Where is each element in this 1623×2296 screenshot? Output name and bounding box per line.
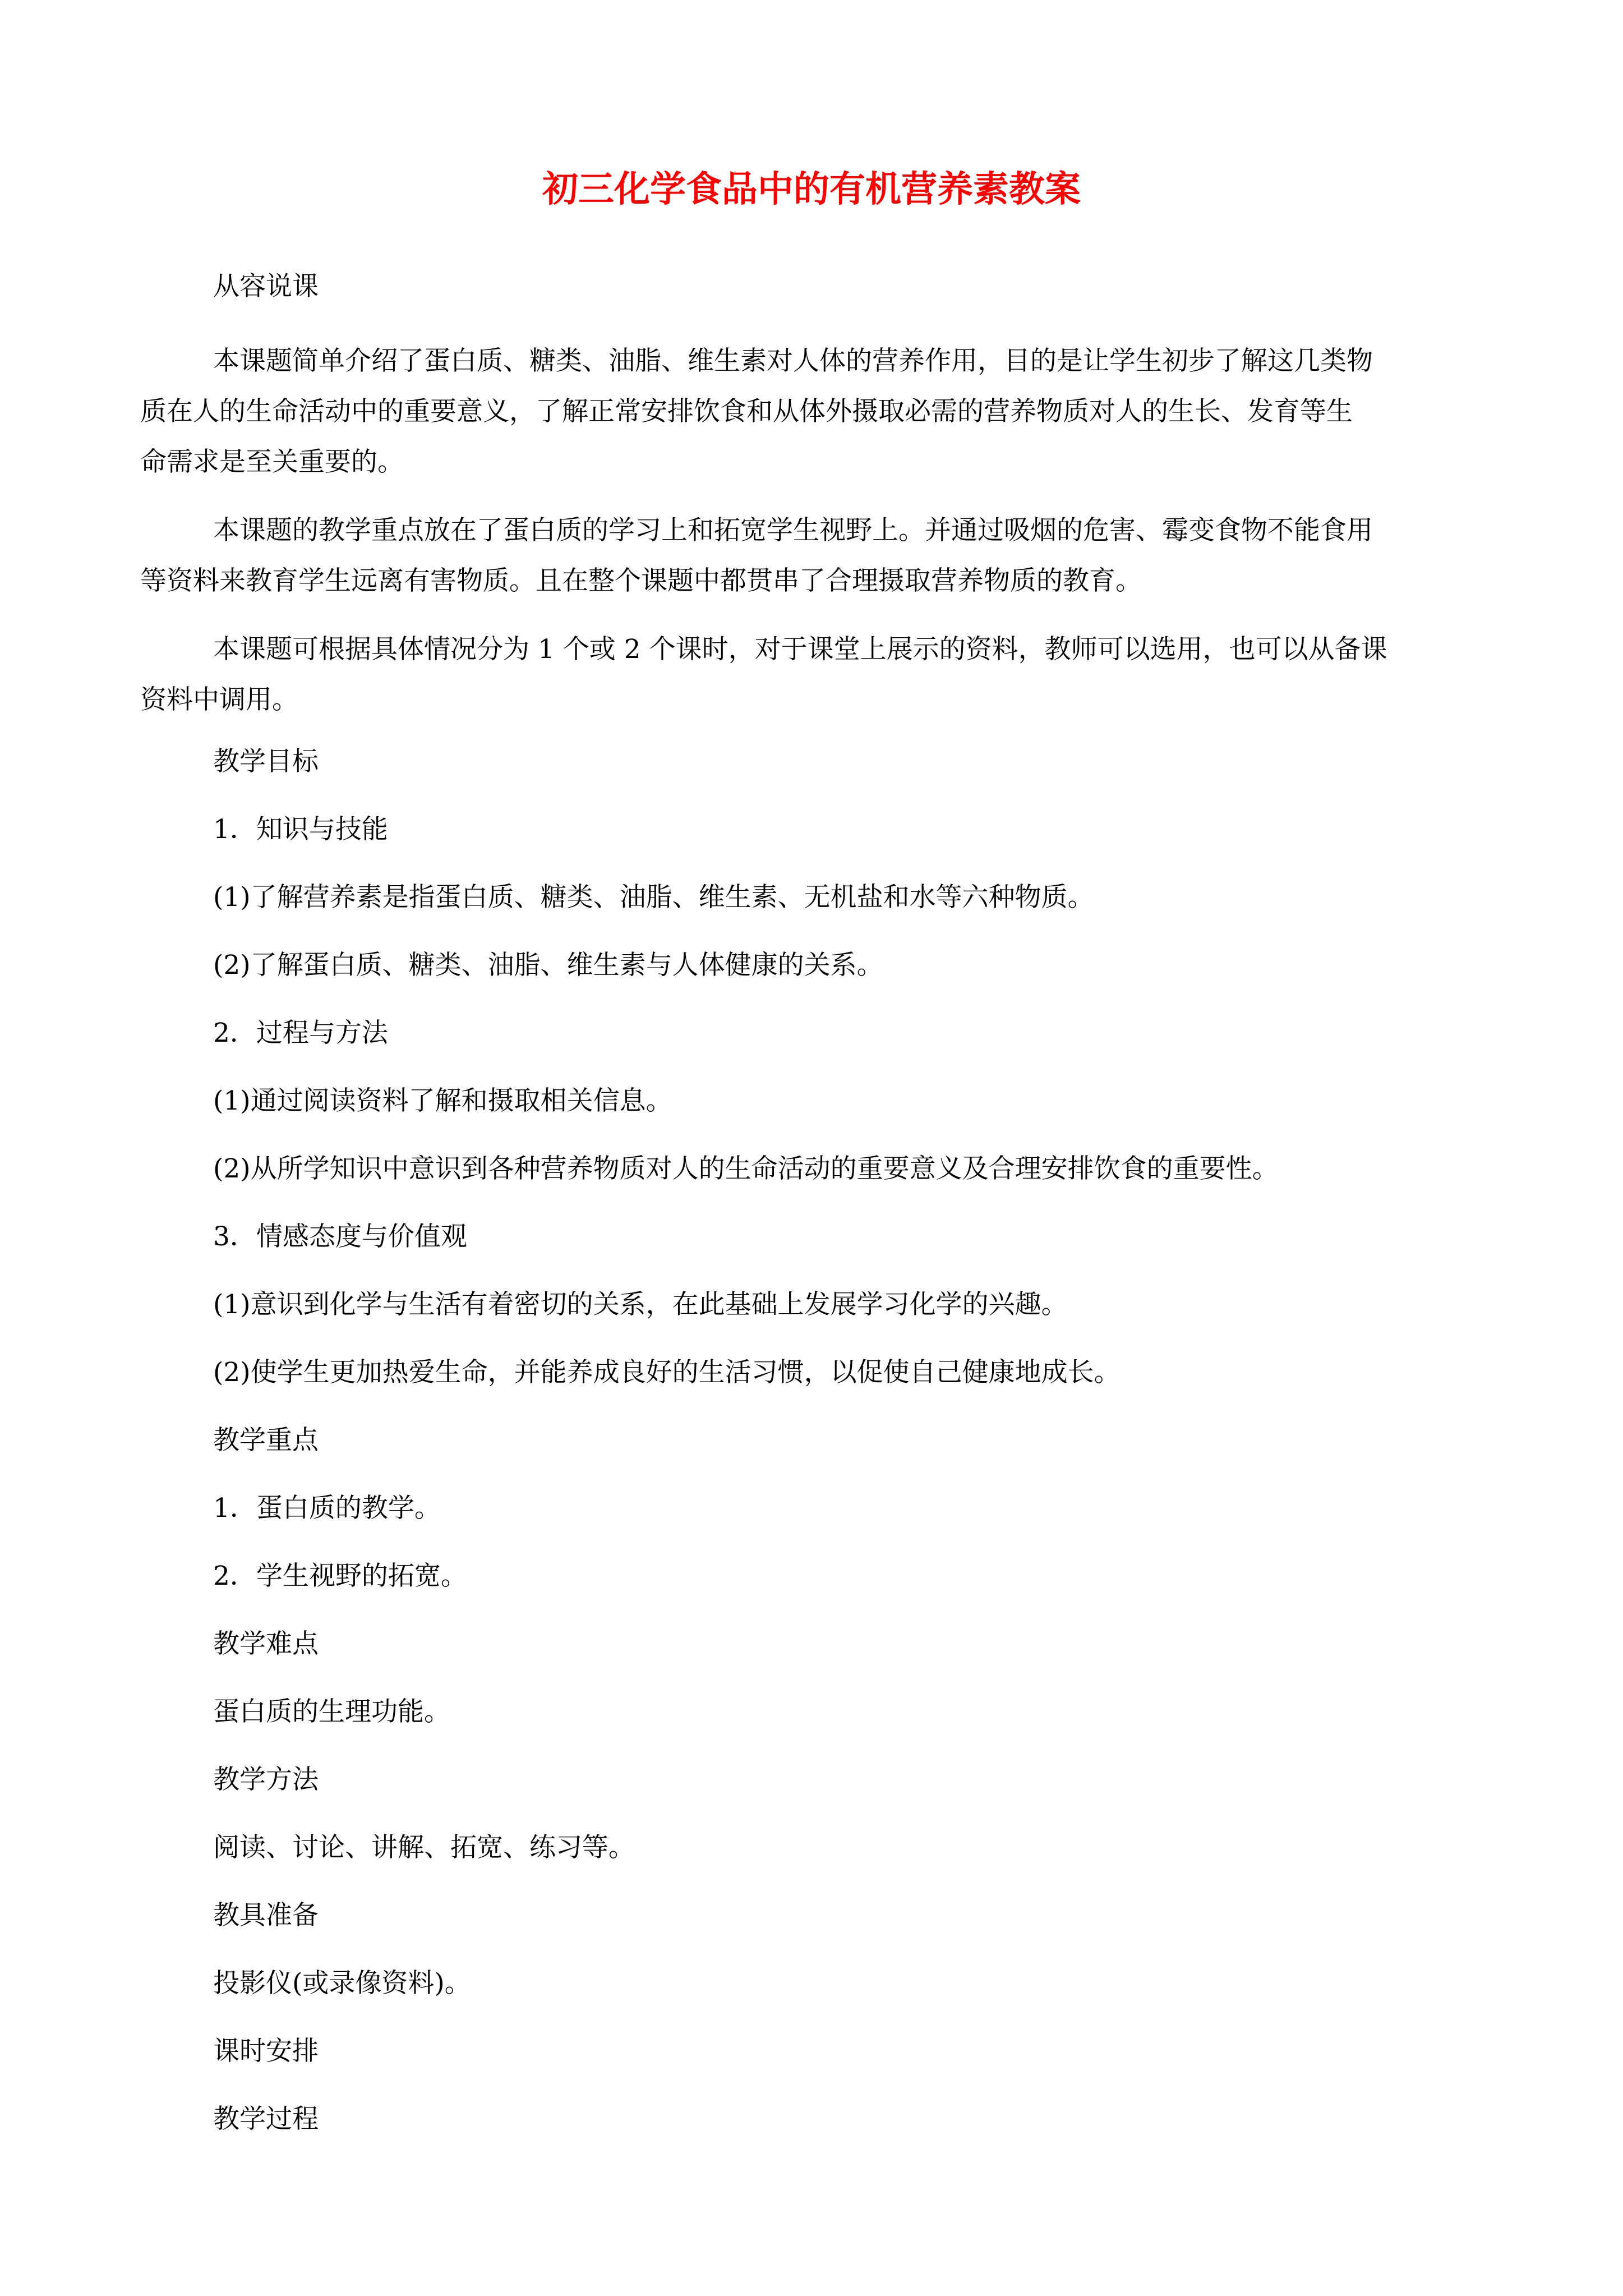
goal-subitem: (1)了解营养素是指蛋白质、糖类、油脂、维生素、无机盐和水等六种物质。 <box>213 882 1094 913</box>
document-title: 初三化学食品中的有机营养素教案 <box>542 168 1081 210</box>
key-point-item: 2．学生视野的拓宽。 <box>213 1561 467 1591</box>
paragraph-line: 本课题可根据具体情况分为 1 个或 2 个课时，对于课堂上展示的资料，教师可以选用，也可以从备课 <box>213 634 1387 665</box>
method-item: 阅读、讨论、讲解、拓宽、练习等。 <box>213 1832 635 1863</box>
paragraph-line: 等资料来教育学生远离有害物质。且在整个课题中都贯串了合理摄取营养物质的教育。 <box>140 565 1142 596</box>
section-heading-key-points: 教学重点 <box>213 1425 319 1456</box>
paragraph-line: 质在人的生命活动中的重要意义，了解正常安排饮食和从体外摄取必需的营养物质对人的生长、发育等生 <box>140 396 1353 427</box>
intro-paragraph-1 <box>140 336 1478 487</box>
paragraph-line: 资料中调用。 <box>140 684 298 715</box>
intro-paragraph-3 <box>140 624 1478 725</box>
paragraph-line: 本课题简单介绍了蛋白质、糖类、油脂、维生素对人体的营养作用，目的是让学生初步了解这几类物 <box>213 346 1373 376</box>
document-body <box>140 268 1478 2169</box>
goal-item: 3．情感态度与价值观 <box>213 1221 467 1252</box>
goal-item: 2．过程与方法 <box>213 1018 388 1048</box>
key-point-item: 1．蛋白质的教学。 <box>213 1493 441 1524</box>
goal-subitem: (1)通过阅读资料了解和摄取相关信息。 <box>213 1085 672 1116</box>
goal-subitem: (2)从所学知识中意识到各种营养物质对人的生命活动的重要意义及合理安排饮食的重要性。 <box>213 1153 1279 1184</box>
goal-subitem: (2)使学生更加热爱生命，并能养成良好的生活习惯，以促使自己健康地成长。 <box>213 1357 1121 1388</box>
tools-item: 投影仪(或录像资料)。 <box>213 1968 471 1999</box>
section-heading-difficulties: 教学难点 <box>213 1628 319 1659</box>
section-heading-goals: 教学目标 <box>213 746 319 777</box>
goal-subitem: (2)了解蛋白质、糖类、油脂、维生素与人体健康的关系。 <box>213 950 883 981</box>
section-heading-intro: 从容说课 <box>213 271 319 302</box>
section-heading-tools: 教具准备 <box>213 1900 319 1931</box>
goal-item: 1．知识与技能 <box>213 814 388 845</box>
difficulty-item: 蛋白质的生理功能。 <box>213 1696 450 1727</box>
section-heading-methods: 教学方法 <box>213 1764 319 1795</box>
goal-subitem: (1)意识到化学与生活有着密切的关系，在此基础上发展学习化学的兴趣。 <box>213 1289 1068 1320</box>
section-heading-process: 教学过程 <box>213 2104 319 2134</box>
paragraph-line: 本课题的教学重点放在了蛋白质的学习上和拓宽学生视野上。并通过吸烟的危害、霉变食物不能食用 <box>213 515 1373 546</box>
section-heading-schedule: 课时安排 <box>213 2036 319 2067</box>
paragraph-line: 命需求是至关重要的。 <box>140 447 404 477</box>
intro-paragraph-2 <box>140 505 1478 606</box>
